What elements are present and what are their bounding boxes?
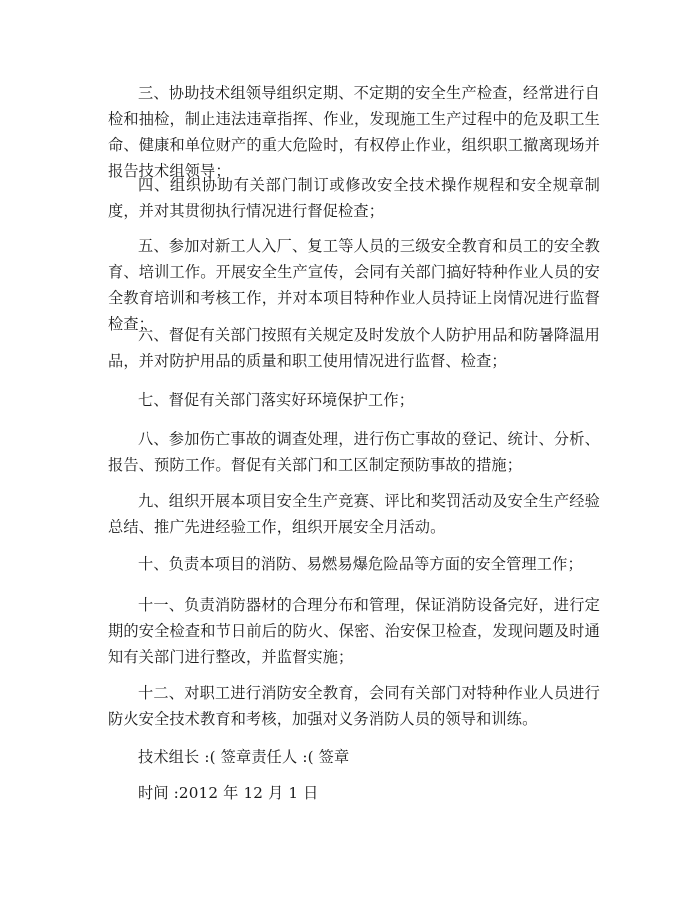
clause-9: 九、组织开展本项目安全生产竞赛、评比和奖罚活动及安全生产经验总结、推广先进经验工作，组织开展安全月活动。 xyxy=(108,492,600,536)
clause-4: 四、组织协助有关部门制订或修改安全技术操作规程和安全规章制度，并对其贯彻执行情况进行督促检查； xyxy=(108,176,600,220)
clause-5: 五、参加对新工人入厂、复工等人员的三级安全教育和员工的安全教育、培训工作。开展安全生产宣传，会同有关部门搞好特种作业人员的安全教育培训和考核工作，并对本项目特种作业人员持证上岗情况进行监督检查； xyxy=(108,237,600,333)
clause-7: 七、督促有关部门落实好环境保护工作； xyxy=(138,391,415,409)
clause-8: 八、参加伤亡事故的调查处理，进行伤亡事故的登记、统计、分析、报告、预防工作。督促有关部门和工区制定预防事故的措施； xyxy=(108,430,600,474)
signature-line: 技术组长 :( 签章责任人 :( 签章 xyxy=(138,748,350,766)
date-line: 时间 :2012 年 12 月 1 日 xyxy=(138,784,319,802)
clause-3: 三、协助技术组领导组织定期、不定期的安全生产检查，经常进行自检和抽检，制止违法违章指挥、作业，发现施工生产过程中的危及职工生命、健康和单位财产的重大危险时，有权停止作业，组织职工撤离现场并报告技术组领导； xyxy=(108,84,600,180)
clause-12: 十二、对职工进行消防安全教育，会同有关部门对特种作业人员进行防火安全技术教育和考核，加强对义务消防人员的领导和训练。 xyxy=(108,684,600,728)
clause-11: 十一、负责消防器材的合理分布和管理，保证消防设备完好，进行定期的安全检查和节日前后的防火、保密、治安保卫检查，发现问题及时通知有关部门进行整改，并监督实施； xyxy=(108,596,600,666)
clause-6: 六、督促有关部门按照有关规定及时发放个人防护用品和防暑降温用品，并对防护用品的质量和职工使用情况进行监督、检查； xyxy=(108,326,600,370)
clause-10: 十、负责本项目的消防、易燃易爆危险品等方面的安全管理工作； xyxy=(138,555,583,573)
